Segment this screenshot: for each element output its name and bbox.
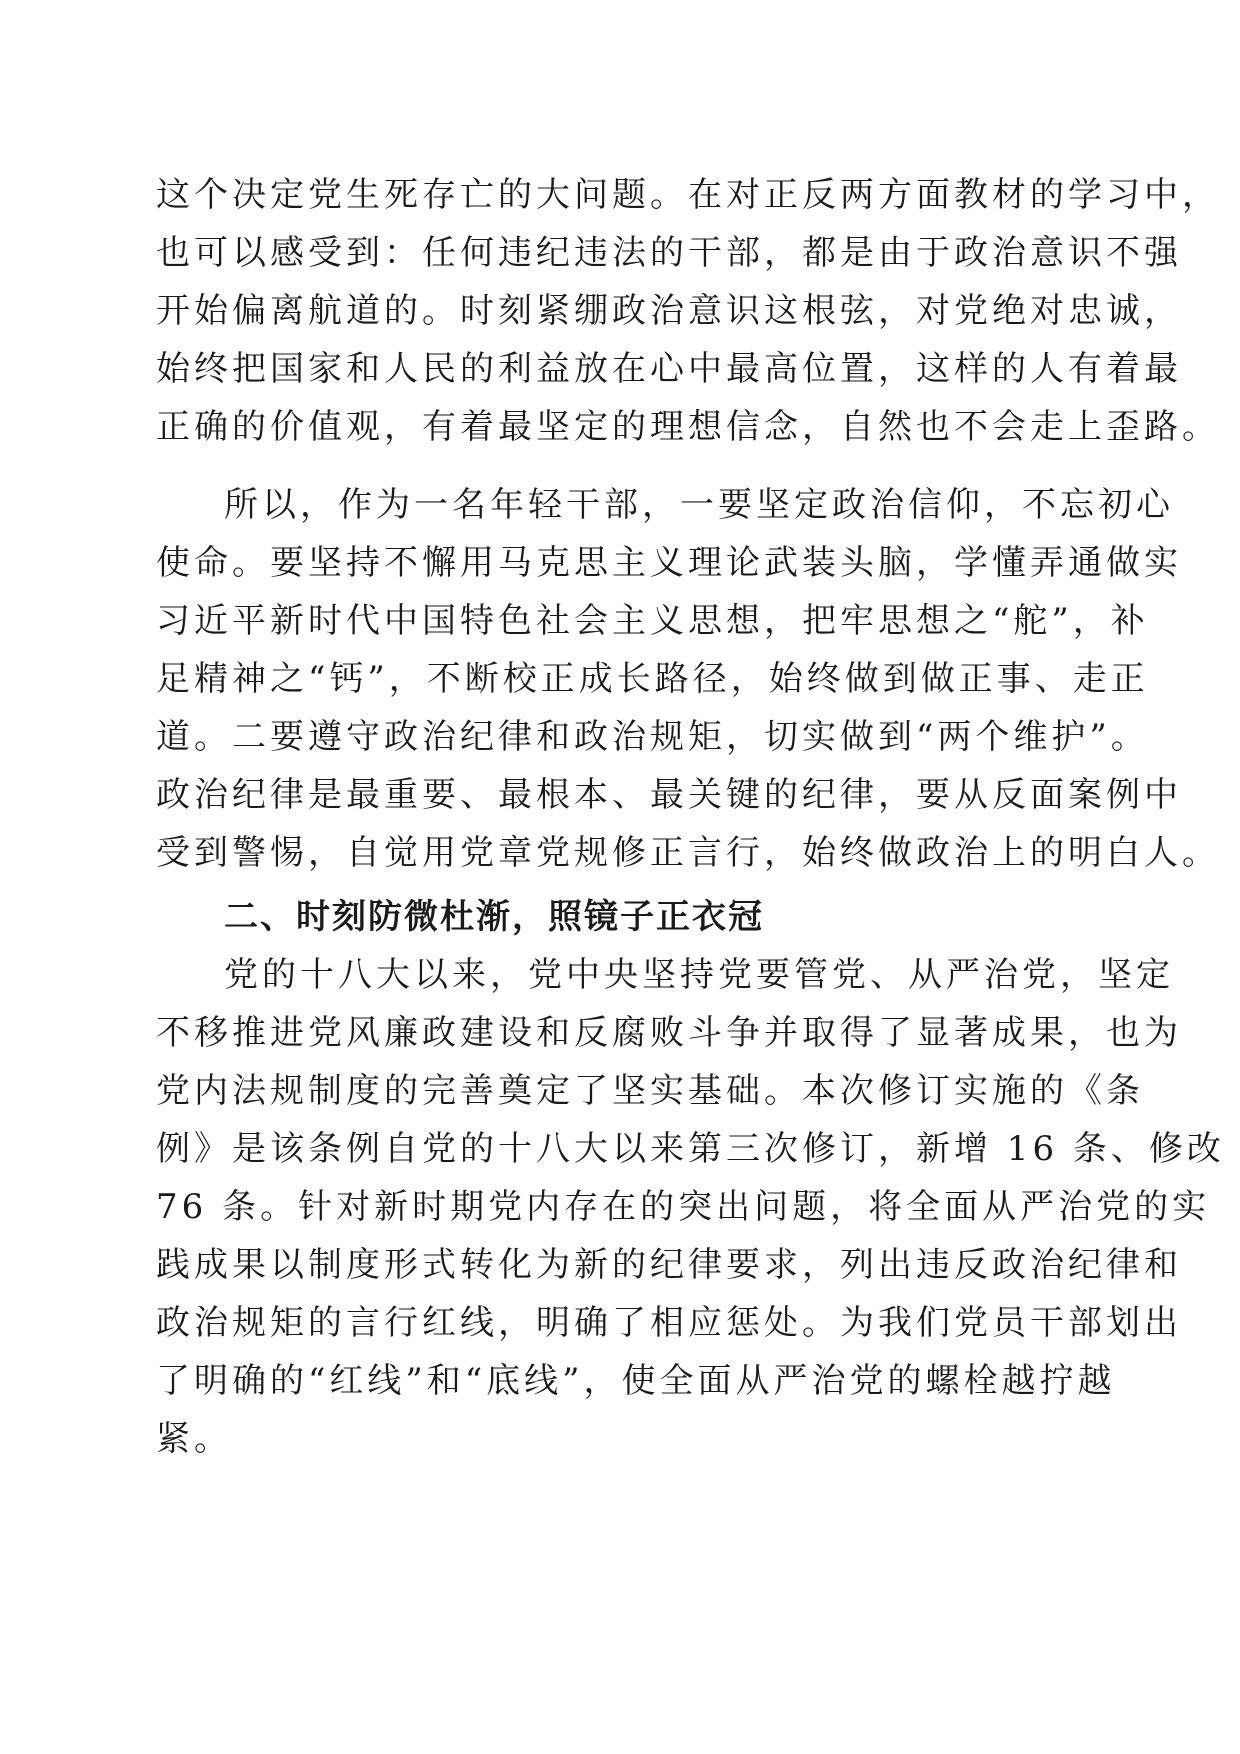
paragraph-3-line: 不移推进党风廉政建设和反腐败斗争并取得了显著成果，也为	[156, 1013, 1182, 1053]
paragraph-3-line: 了明确的“红线”和“底线”，使全面从严治党的螺栓越拧越	[156, 1361, 1116, 1401]
paragraph-2-line: 所以，作为一名年轻干部，一要坚定政治信仰，不忘初心	[224, 485, 1174, 525]
paragraph-2-line: 受到警惕，自觉用党章党规修正言行，始终做政治上的明白人。	[156, 833, 1220, 873]
paragraph-3-line: 76 条。针对新时期党内存在的突出问题，将全面从严治党的实	[156, 1187, 1211, 1227]
paragraph-1	[156, 166, 1220, 456]
paragraph-1-line: 开始偏离航道的。时刻紧绷政治意识这根弦，对党绝对忠诚，	[156, 291, 1182, 331]
paragraph-1-line: 也可以感受到：任何违纪违法的干部，都是由于政治意识不强	[156, 233, 1182, 273]
paragraph-3-line: 紧。	[156, 1419, 232, 1459]
paragraph-3-line: 政治规矩的言行红线，明确了相应惩处。为我们党员干部划出	[156, 1303, 1182, 1343]
paragraph-3-line: 践成果以制度形式转化为新的纪律要求，列出违反政治纪律和	[156, 1245, 1182, 1285]
paragraph-2-line: 道。二要遵守政治纪律和政治规矩，切实做到“两个维护”。	[156, 717, 1149, 757]
paragraph-2-line: 习近平新时代中国特色社会主义思想，把牢思想之“舵”，补	[156, 601, 1149, 641]
paragraph-2-line: 政治纪律是最重要、最根本、最关键的纪律，要从反面案例中	[156, 775, 1182, 815]
paragraph-3	[156, 946, 1225, 1468]
paragraph-3-line: 党内法规制度的完善奠定了坚实基础。本次修订实施的《条	[156, 1071, 1144, 1111]
paragraph-3-line: 例》是该条例自党的十八大以来第三次修订，新增 16 条、修改	[156, 1129, 1225, 1169]
paragraph-1-line: 始终把国家和人民的利益放在心中最高位置，这样的人有着最	[156, 349, 1182, 389]
paragraph-2-line: 使命。要坚持不懈用马克思主义理论武装头脑，学懂弄通做实	[156, 543, 1182, 583]
paragraph-1-line: 正确的价值观，有着最坚定的理想信念，自然也不会走上歪路。	[156, 407, 1220, 447]
paragraph-2	[156, 476, 1220, 882]
paragraph-1-line: 这个决定党生死存亡的大问题。在对正反两方面教材的学习中，	[156, 175, 1220, 215]
paragraph-3-line: 党的十八大以来，党中央坚持党要管党、从严治党，坚定	[224, 955, 1174, 995]
section-heading: 二、时刻防微杜渐，照镜子正衣冠	[224, 897, 764, 937]
paragraph-2-line: 足精神之“钙”，不断校正成长路径，始终做到做正事、走正	[156, 659, 1149, 699]
